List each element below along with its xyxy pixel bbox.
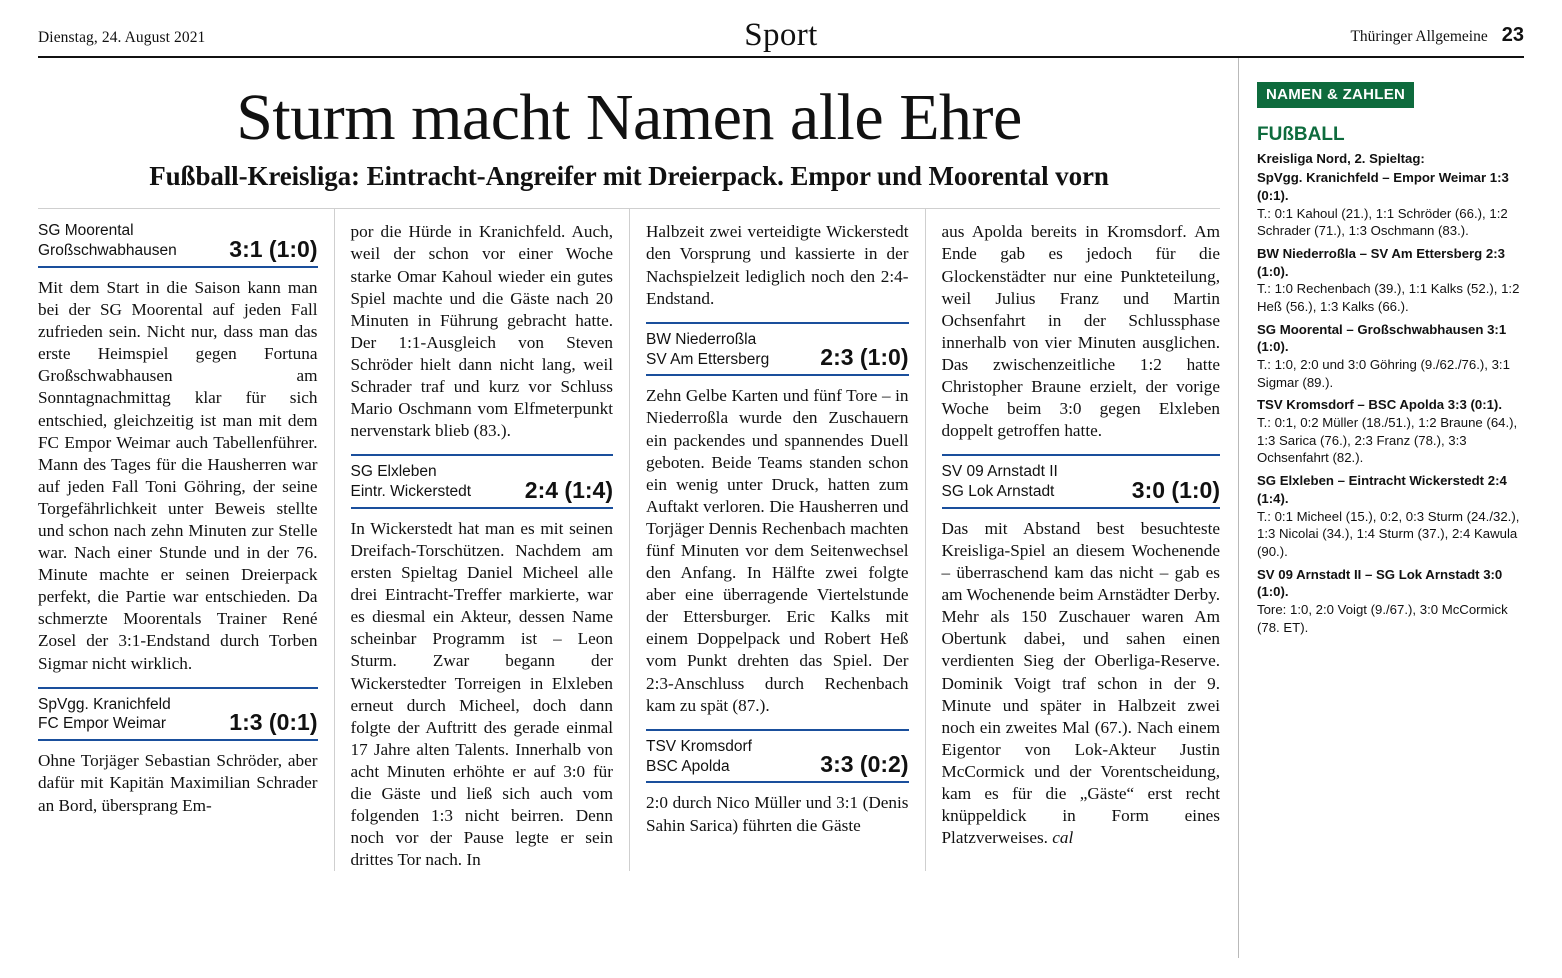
paragraph-kranichfeld-part2: por die Hürde in Kranichfeld. Auch, weil der schon vor einer Woche starke Omar Kahoul wieder ein gutes Spiel machte und die Gäste nach 20 Minuten in Führung gebracht hatte. Der 1:1-Ausgleich von Steven Schröder hielt dann nicht lang, weil Schrader traf und kurz vor Schluss Mario Oschmann vom Elfmeterpunkt nervenstark blieb (83.). bbox=[350, 222, 613, 441]
match-header-elxleben bbox=[351, 454, 614, 509]
match-divider bbox=[38, 266, 318, 268]
team-home: SG Moorental bbox=[38, 222, 134, 240]
result-title: SG Moorental – Großschwabhausen 3:1 (1:0). bbox=[1257, 321, 1507, 355]
list-item bbox=[1257, 396, 1524, 467]
match-teams bbox=[942, 462, 1058, 502]
list-item bbox=[1257, 245, 1524, 316]
result-scorers: Tore: 1:0, 2:0 Voigt (9./67.), 3:0 McCormick (78. ET). bbox=[1257, 601, 1508, 635]
match-divider bbox=[351, 507, 614, 509]
team-away: BSC Apolda bbox=[646, 757, 730, 775]
match-topbar bbox=[942, 454, 1221, 456]
match-score: 2:4 (1:4) bbox=[524, 476, 613, 503]
match-topbar bbox=[351, 454, 614, 456]
sidebar-namen-und-zahlen bbox=[1238, 58, 1524, 958]
paragraph-kromsdorf-part2: aus Apolda bereits in Kromsdorf. Am Ende gab es jedoch für die Glockenstädter nur eine Punkteteilung, weil Julius Franz und Martin Ochsenfahrt in der Schlussphase innerhalb von vier Minuten ausglichen. Das zwischenzeitliche 1:2 hatte Christopher Braune erzielt, der vorige Woche beim 3:0 gegen Elxleben doppelt getroffen hatte. bbox=[941, 222, 1220, 441]
page-layout bbox=[38, 58, 1524, 958]
match-topbar bbox=[646, 729, 909, 731]
match-header-kromsdorf bbox=[646, 729, 909, 784]
column-3 bbox=[629, 209, 925, 871]
sidebar-section-title: FUßBALL bbox=[1257, 124, 1345, 145]
list-item bbox=[1257, 566, 1524, 637]
article-headline: Sturm macht Namen alle Ehre bbox=[236, 81, 1022, 154]
team-away: Großschwabhausen bbox=[38, 242, 177, 260]
match-divider bbox=[942, 507, 1221, 509]
column-4 bbox=[925, 209, 1221, 871]
match-teams bbox=[38, 221, 177, 261]
result-scorers: T.: 0:1 Kahoul (21.), 1:1 Schröder (66.), 1:2 Schrader (71.), 1:3 Oschmann (83.). bbox=[1257, 205, 1508, 239]
paragraph-arnstadt bbox=[942, 518, 1221, 849]
team-away: SV Am Ettersberg bbox=[646, 350, 770, 368]
team-home: SG Elxleben bbox=[350, 463, 437, 481]
result-scorers: T.: 0:1 Micheel (15.), 0:2, 0:3 Sturm (24./32.), 1:3 Nicolai (34.), 1:4 Sturm (37.), 2:4 Kawula (90.). bbox=[1257, 508, 1520, 559]
article-columns bbox=[38, 208, 1220, 871]
paragraph-arnstadt-text: Das mit Abstand best besuchteste Kreisliga-Spiel an diesem Wochenende – überraschend kam das nicht – gab es am Wochenende beim Arnstädter Derby. Mehr als 150 Zuschauer waren Am Obertunk dabei, und sahen einen verdienten Sieg der Oberliga-Reserve. Dominik Voigt traf schon in der 9. Minute und später in Halbzeit zwei noch ein zweites Mal (67.). Nach einem Eigentor von Lok-Akteur Justin McCormick und der Vorentscheidung, kam es für die „Gäste“ erst recht knüppeldick in Form eines Platzverweises. bbox=[941, 518, 1220, 848]
paragraph-elxleben-part2: Halbzeit zwei verteidigte Wickerstedt den Vorsprung und kassierte in der Nachspielzeit lediglich noch den 2:4-Endstand. bbox=[646, 222, 909, 308]
paragraph-elxleben-part1: In Wickerstedt hat man es mit seinen Dreifach-Torschützen. Nachdem am ersten Spieltag Daniel Micheel alle drei Eintracht-Treffer markierte, war es diesmal ein Akteur, dessen Name scheinbar Programm ist – Leon Sturm. Zwar begann der Wickerstedter Torreigen in Elxleben erneut durch Micheel, doch dann folgte der Auftritt des gerade einmal 17 Jahre alten Talents. Innerhalb von acht Minuten erhöhte er auf 3:0 für die Gäste und ließ sich auch vom folgenden 1:3 nicht beirren. Denn noch vor der Pause legte er sein drittes Tor nach. In bbox=[350, 518, 613, 870]
team-away: Eintr. Wickerstedt bbox=[350, 483, 472, 501]
team-home: BW Niederroßla bbox=[646, 330, 757, 348]
column-2 bbox=[334, 209, 630, 871]
column-1 bbox=[38, 209, 334, 871]
team-home: SV 09 Arnstadt II bbox=[941, 463, 1058, 481]
match-teams bbox=[38, 695, 171, 735]
result-title: TSV Kromsdorf – BSC Apolda 3:3 (0:1). bbox=[1257, 397, 1502, 413]
list-item bbox=[1257, 472, 1524, 560]
team-home: SpVgg. Kranichfeld bbox=[38, 695, 171, 713]
article-zone bbox=[38, 58, 1238, 958]
page-title: Sport bbox=[744, 17, 818, 53]
sidebar-badge: NAMEN & ZAHLEN bbox=[1257, 82, 1414, 108]
result-title: SG Elxleben – Eintracht Wickerstedt 2:4 (1:4). bbox=[1257, 473, 1507, 506]
masthead-date: Dienstag, 24. August 2021 bbox=[38, 29, 206, 46]
masthead bbox=[38, 0, 1524, 56]
team-away: FC Empor Weimar bbox=[38, 715, 167, 733]
match-score: 2:3 (1:0) bbox=[820, 344, 909, 371]
match-divider bbox=[646, 374, 909, 376]
match-header-niederrossla bbox=[646, 322, 909, 377]
match-header-arnstadt bbox=[942, 454, 1221, 509]
list-item bbox=[1257, 169, 1524, 240]
paper-name: Thüringer Allgemeine bbox=[1350, 28, 1488, 45]
match-score: 3:0 (1:0) bbox=[1131, 476, 1220, 503]
match-score: 1:3 (0:1) bbox=[229, 709, 318, 736]
paragraph-niederrossla: Zehn Gelbe Karten und fünf Tore – in Niederroßla wurde den Zuschauern ein packendes und spannendes Duell geboten. Beide Teams standen schon ein wenig unter Druck, hatten zum Auftakt verloren. Die Hausherren und Torjäger Dennis Rechenbach machten fünf Minuten vor dem Seitenwechsel den Anfang. In Hälfte zwei folgte aber eine überragende Viertelstunde der Ettersburger. Eric Kalks mit einem Doppelpack und Robert Heß vom Punkt drehten das Spiel. Der 2:3-Anschluss durch Rechenbach kam zu spät (87.). bbox=[646, 386, 909, 715]
result-title: SV 09 Arnstadt II – SG Lok Arnstadt 3:0 (1:0). bbox=[1257, 566, 1503, 600]
match-topbar bbox=[38, 687, 318, 689]
paragraph-kranichfeld-part1: Ohne Torjäger Sebastian Schröder, aber dafür mit Kapitän Maximilian Schrader an Bord, übersprang Em- bbox=[38, 751, 318, 815]
match-header-moorental bbox=[38, 221, 318, 268]
sidebar-subtitle: Kreisliga Nord, 2. Spieltag: bbox=[1257, 151, 1425, 166]
page-number: 23 bbox=[1501, 24, 1524, 46]
match-header-kranichfeld bbox=[38, 687, 318, 742]
match-teams bbox=[646, 737, 752, 777]
match-teams bbox=[646, 330, 769, 370]
list-item bbox=[1257, 321, 1524, 392]
byline: cal bbox=[1052, 828, 1074, 848]
result-scorers: T.: 1:0 Rechenbach (39.), 1:1 Kalks (52.), 1:2 Heß (56.), 1:3 Kalks (66.). bbox=[1257, 281, 1520, 314]
result-title: BW Niederroßla – SV Am Ettersberg 2:3 (1:0). bbox=[1257, 245, 1505, 279]
result-scorers: T.: 1:0, 2:0 und 3:0 Göhring (9./62./76.), 3:1 Sigmar (89.). bbox=[1257, 357, 1510, 390]
result-title: SpVgg. Kranichfeld – Empor Weimar 1:3 (0:1). bbox=[1257, 170, 1509, 203]
match-score: 3:3 (0:2) bbox=[820, 751, 909, 778]
match-divider bbox=[38, 739, 318, 741]
paragraph-moorental: Mit dem Start in die Saison kann man bei der SG Moorental auf jeden Fall zufrieden sein. Nicht nur, dass man das erste Heimspiel gegen Fortuna Großschwabhausen am Sonntagnachmittag klar für sich entschied, gleichzeitig ist man mit dem FC Empor Weimar auch Tabellenführer. Mann des Tages für die Hausherren war auf jeden Fall Toni Göhring, der seine Torgefährlichkeit unter Beweis stellte und schon nach zehn Minuten zur Stelle war. Nach einer Stunde und in der 76. Minute machte er seinen Dreierpack perfekt, die Partie war entschieden. Da schmerzte Moorentals Trainer René Zosel der 3:1-Endstand durch Torben Sigmar nicht wirklich. bbox=[38, 277, 318, 673]
match-teams bbox=[351, 462, 472, 502]
result-scorers: T.: 0:1, 0:2 Müller (18./51.), 1:2 Braune (64.), 1:3 Sarica (76.), 2:3 Franz (78.), 3:3 Ochsenfahrt (82.). bbox=[1257, 415, 1518, 466]
article-subhead: Fußball-Kreisliga: Eintracht-Angreifer mit Dreierpack. Empor und Moorental vorn bbox=[149, 161, 1109, 192]
paragraph-kromsdorf-part1: 2:0 durch Nico Müller und 3:1 (Denis Sahin Sarica) führten die Gäste bbox=[646, 793, 909, 835]
match-topbar bbox=[646, 322, 909, 324]
team-home: TSV Kromsdorf bbox=[646, 737, 752, 755]
match-divider bbox=[646, 781, 909, 783]
team-away: SG Lok Arnstadt bbox=[941, 483, 1055, 501]
match-score: 3:1 (1:0) bbox=[229, 235, 318, 262]
